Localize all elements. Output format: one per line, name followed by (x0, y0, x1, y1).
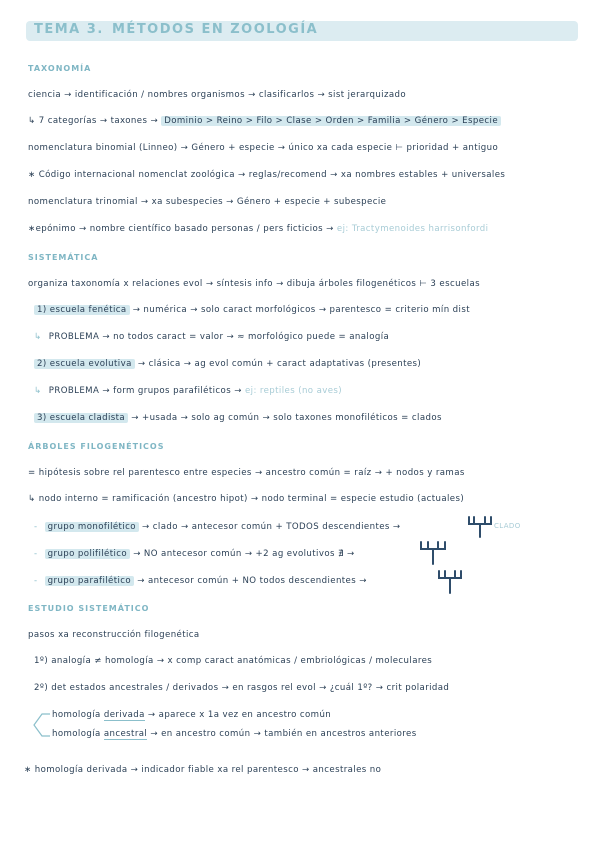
taxonomia-line-6 (28, 224, 488, 234)
return-arrow-icon: ↳ (34, 332, 42, 342)
grupo-polifiletico-text: → NO antecesor común → +2 ag evolutivos ∄ → (133, 549, 355, 559)
homologia-derivada-text: → aparece x 1a vez en ancestro común (147, 710, 332, 720)
section-header-sistematica: SISTEMÁTICA (28, 253, 99, 262)
escuela-fenetica-text: → numérica → solo caract morfológicos → parentesco = criterio mín dist (132, 305, 470, 315)
taxonomia-line-3: nomenclatura binomial (Linneo) → Género + especie → único xa cada especie ⊢ prioridad + antiguo (28, 143, 499, 153)
sistematica-line-1: organiza taxonomía x relaciones evol → síntesis info → dibuja árboles filogenéticos ⊢ 3 escuelas (28, 279, 480, 289)
escuela-fenetica-line (34, 305, 470, 315)
escuela-evolutiva-label: 2) escuela evolutiva (34, 359, 135, 369)
title-bar (26, 21, 578, 41)
eponimo-example: ej: Tractymenoides harrisonfordi (336, 224, 489, 234)
homologia-derivada-line (52, 710, 331, 720)
problema-2-example: ej: reptiles (no aves) (244, 386, 343, 396)
taxonomia-line-2 (28, 116, 501, 126)
arboles-line-2: ↳ nodo interno = ramificación (ancestro hipot) → nodo terminal = especie estudio (actuales) (28, 494, 465, 504)
page-title: MÉTODOS EN ZOOLOGÍA (112, 22, 319, 37)
problema-1-text: PROBLEMA → no todos caract = valor → ≈ morfológico puede = analogía (48, 332, 390, 342)
grupo-parafiletico-line: - grupo parafilético → antecesor común + NO todos descendientes → (34, 576, 367, 586)
conclusion-line: ∗ homología derivada → indicador fiable xa rel parentesco → ancestrales no (24, 765, 382, 775)
taxonomia-line-5: nomenclatura trinomial → xa subespecies → Género + especie + subespecie (28, 197, 387, 207)
grupo-parafiletico-label: grupo parafilético (45, 576, 134, 586)
problema-2-text: PROBLEMA → form grupos parafiléticos → (48, 386, 242, 396)
escuela-cladista-line (34, 413, 442, 423)
homologia-word: homología (52, 710, 101, 720)
problema-2-line (34, 386, 342, 396)
homologia-ancestral-line (52, 729, 417, 739)
clado-note: CLADO (494, 522, 521, 530)
monophyletic-tree-icon (466, 513, 494, 539)
paso-2-line: 2º) det estados ancestrales / derivados → en rasgos rel evol → ¿cuál 1º? → crit polaridad (34, 683, 450, 693)
taxonomia-line-4: ∗ Código internacional nomenclat zoológica → reglas/recomend → xa nombres estables + universales (28, 170, 506, 180)
grupo-monofiletico-line: - grupo monofilético → clado → antecesor común + TODOS descendientes → (34, 522, 401, 532)
return-arrow-icon: ↳ (34, 386, 42, 396)
derivada-underlined: derivada (103, 710, 145, 720)
grupo-polifiletico-label: grupo polifilético (45, 549, 130, 559)
section-header-arboles: ÁRBOLES FILOGENÉTICOS (28, 442, 165, 451)
tema-number: TEMA 3. (34, 22, 104, 37)
paraphyletic-tree-icon (436, 567, 464, 595)
escuela-cladista-label: 3) escuela cladista (34, 413, 128, 423)
bracket-icon (30, 708, 52, 742)
eponimo-text: ∗epónimo → nombre científico basado personas / pers ficticios → (28, 224, 334, 234)
taxonomia-line-1: ciencia → identificación / nombres organismos → clasificarlos → sist jerarquizado (28, 90, 407, 100)
escuela-evolutiva-text: → clásica → ag evol común + caract adaptativas (presentes) (137, 359, 422, 369)
section-header-estudio: ESTUDIO SISTEMÁTICO (28, 604, 150, 613)
section-header-taxonomia: TAXONOMÍA (28, 64, 92, 73)
escuela-fenetica-label: 1) escuela fenética (34, 305, 130, 315)
arboles-line-1: = hipótesis sobre rel parentesco entre especies → ancestro común = raíz → + nodos y ramas (28, 468, 465, 478)
grupo-monofiletico-label: grupo monofilético (45, 522, 139, 532)
problema-1-line (34, 332, 389, 342)
grupo-monofiletico-text: → clado → antecesor común + TODOS descendientes → (142, 522, 401, 532)
polyphyletic-tree-icon (418, 538, 448, 566)
escuela-cladista-text: → +usada → solo ag común → solo taxones monofiléticos = clados (131, 413, 442, 423)
ancestral-underlined: ancestral (103, 729, 148, 739)
grupo-parafiletico-text: → antecesor común + NO todos descendientes → (137, 576, 367, 586)
categories-text: ↳ 7 categorías → taxones → (28, 116, 159, 126)
categories-highlight: Dominio > Reino > Filo > Clase > Orden > Familia > Género > Especie (161, 116, 501, 126)
estudio-line-1: pasos xa reconstrucción filogenética (28, 630, 200, 640)
grupo-polifiletico-line: - grupo polifilético → NO antecesor común → +2 ag evolutivos ∄ → (34, 549, 355, 559)
paso-1-line: 1º) analogía ≠ homología → x comp caract anatómicas / embriológicas / moleculares (34, 656, 433, 666)
homologia-ancestral-text: → en ancestro común → también en ancestros anteriores (150, 729, 417, 739)
homologia-word: homología (52, 729, 101, 739)
escuela-evolutiva-line (34, 359, 421, 369)
